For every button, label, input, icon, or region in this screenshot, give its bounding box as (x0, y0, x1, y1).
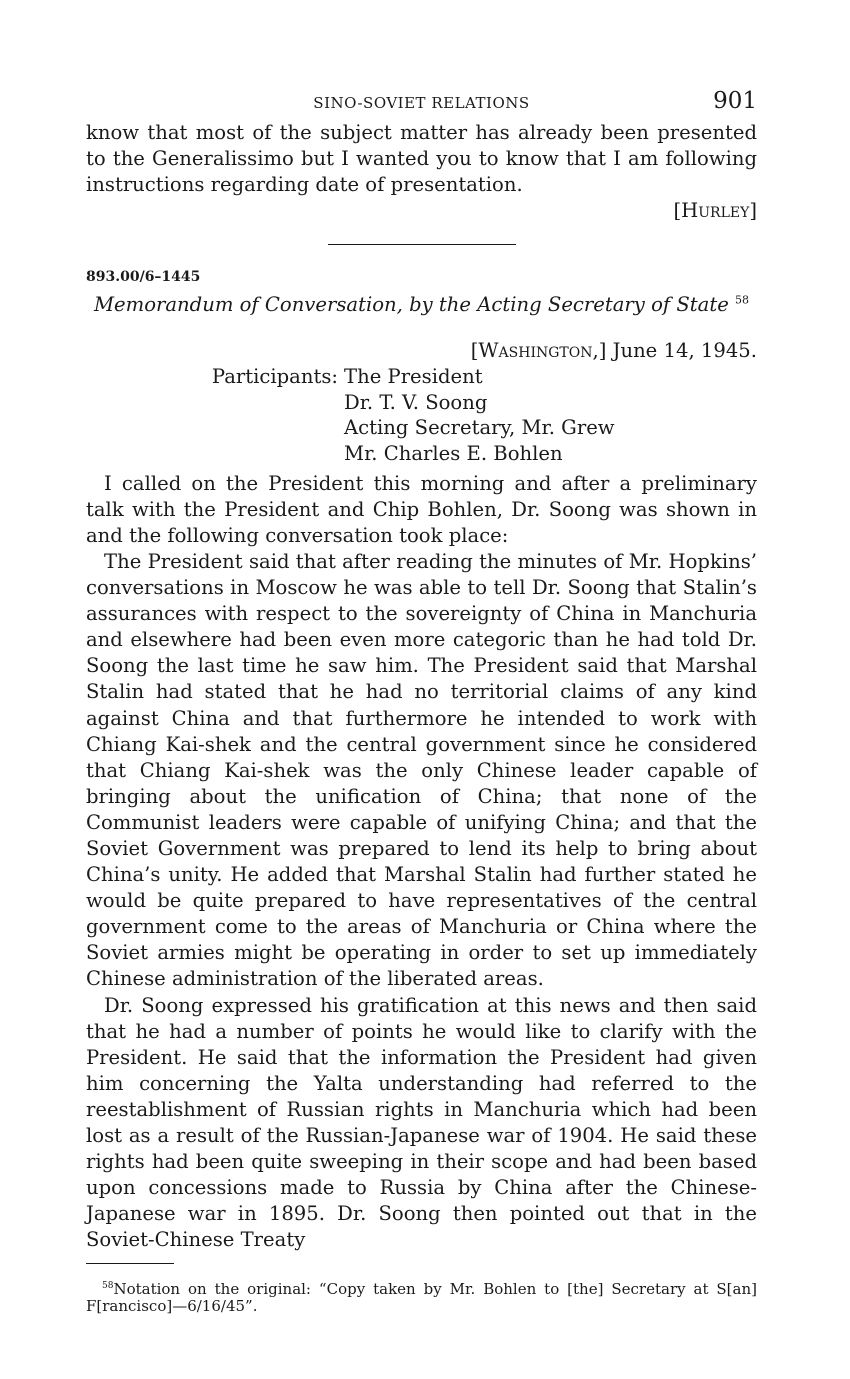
participant-name: The President (344, 365, 483, 389)
section-divider (328, 244, 516, 245)
participants-list (344, 364, 615, 466)
memorandum-body (86, 471, 757, 1254)
footnote (86, 1278, 757, 1315)
footnote-number: 58 (102, 1281, 114, 1292)
footnote-ref: 58 (735, 293, 750, 307)
document-title (86, 293, 757, 316)
footnote-text: Notation on the original: “Copy taken by Mr. Bohlen to [the] Secretary at S[an] F[rancisco]—6/16/45”. (86, 1280, 757, 1316)
document-page (86, 88, 757, 1315)
dateline: [Washington,] June 14, 1945. (470, 339, 757, 363)
continuation-paragraph: know that most of the subject matter has already been presented to the Generalissimo but I wanted you to know that I am following instructions regarding date of presentation. (86, 121, 757, 197)
file-number: 893.00/6–1445 (86, 269, 201, 286)
body-paragraph: I called on the President this morning and after a preliminary talk with the President and Chip Bohlen, Dr. Soong was shown in and the following conversation took place: (86, 471, 757, 547)
participant-name: Acting Secretary, Mr. Grew (344, 416, 615, 440)
body-paragraph: Dr. Soong expressed his gratification at this news and then said that he had a number of points he would like to clarify with the President. He said that the information the President had given him concerning the Yalta understanding had referred to the reestablishment of Russian rights in Manchuria which had been lost as a result of the Russian-Japanese war of 1904. He said these rights had been quite sweeping in their scope and had been based upon concessions made to Russia by China after the Chinese-Japanese war in 1895. Dr. Soong then pointed out that in the Soviet-Chinese Treaty (86, 993, 757, 1252)
dateline-place: Washington, (478, 339, 599, 363)
running-title: SINO-SOVIET RELATIONS (313, 94, 530, 112)
signature-name: Hurley (681, 199, 750, 223)
running-head (86, 88, 757, 120)
participant-name: Dr. T. V. Soong (344, 390, 488, 414)
participant-name: Mr. Charles E. Bohlen (344, 442, 563, 466)
footnote-divider (86, 1263, 174, 1264)
participants-label: Participants: (211, 365, 338, 389)
participants-block (86, 364, 757, 466)
signature: [Hurley] (673, 199, 757, 223)
body-paragraph: The President said that after reading the minutes of Mr. Hopkins’ conversations in Moscow he was able to tell Dr. Soong that Stalin’s assurances with respect to the sovereignty of China in Manchuria and elsewhere had been even more categoric than he had told Dr. Soong the last time he saw him. The President said that Marshal Stalin had stated that he had no territorial claims of any kind against China and that furthermore he intended to work with Chiang Kai-shek and the central government since he considered that Chiang Kai-shek was the only Chinese leader capable of bringing about the unification of China; that none of the Communist leaders were capable of unifying China; and that the Soviet Government was prepared to lend its help to bring about China’s unity. He added that Marshal Stalin had further stated he would be quite prepared to have representatives of the central government come to the areas of Manchuria or China where the Soviet armies might be operating in order to set up immediately Chinese administration of the liberated areas. (86, 549, 757, 991)
document-title-text: Memorandum of Conversation, by the Acting Secretary of State (93, 293, 729, 317)
dateline-date: June 14, 1945. (612, 339, 757, 363)
page-number: 901 (713, 88, 757, 114)
